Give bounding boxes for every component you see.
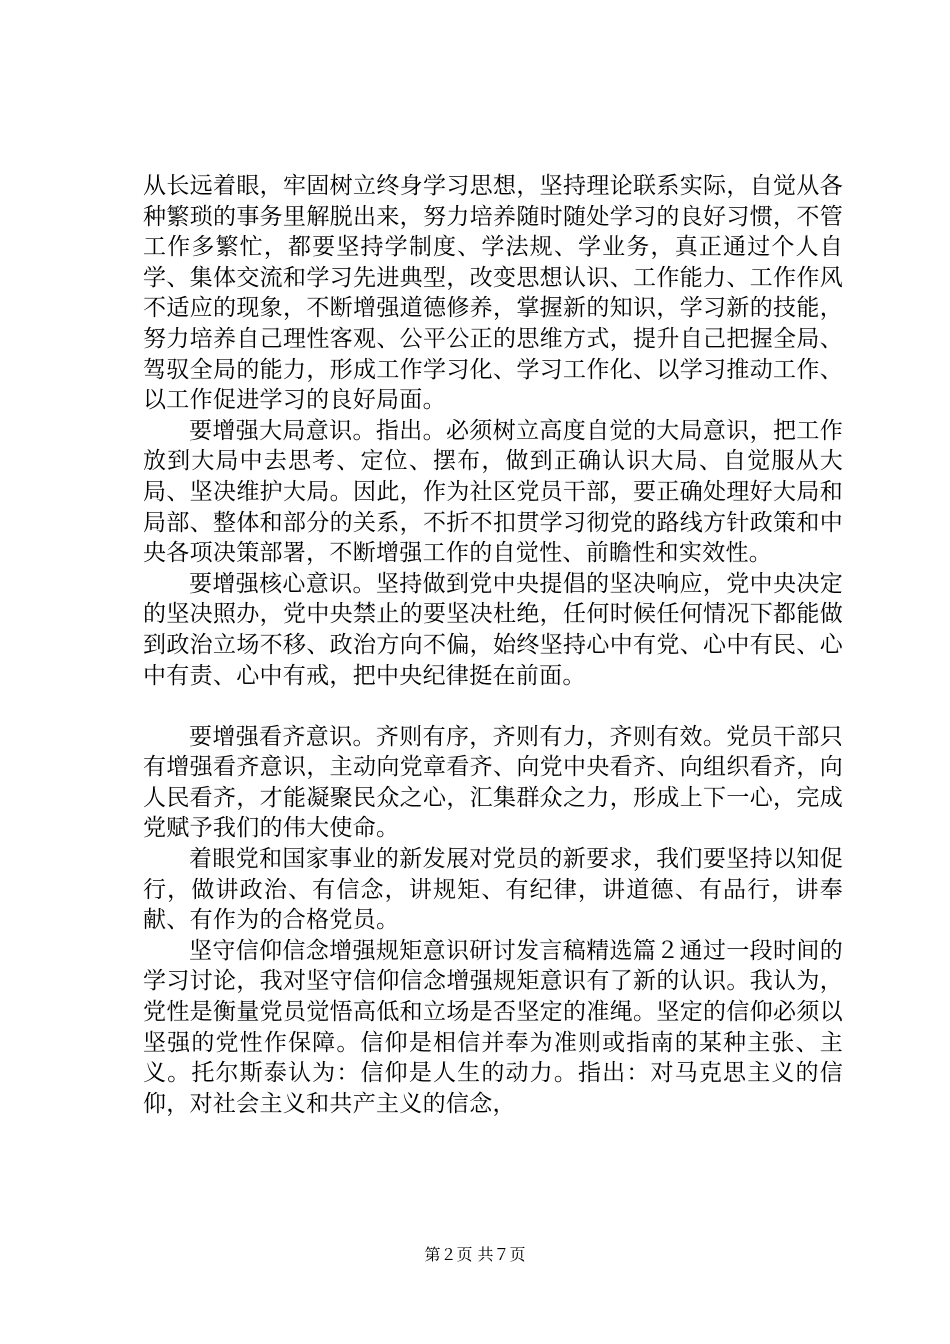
paragraph-2: 要增强大局意识。指出。必须树立高度自觉的大局意识，把工作放到大局中去思考、定位、摆布，做到正确认识大局、自觉服从大局、坚决维护大局。因此，作为社区党员干部，要正确处理好大局和局部、整体和部分的关系，不折不扣贯学习彻党的路线方针政策和中央各项决策部署，不断增强工作的自觉性、前瞻性和实效性。 <box>143 417 843 567</box>
paragraph-spacer <box>143 691 843 722</box>
paragraph-6: 坚守信仰信念增强规矩意识研讨发言稿精选篇２通过一段时间的学习讨论，我对坚守信仰信念增强规矩意识有了新的认识。我认为，党性是衡量党员觉悟高低和立场是否坚定的准绳。坚定的信仰必须以坚强的党性作保障。信仰是相信并奉为准则或指南的某种主张、主义。托尔斯泰认为：信仰是人生的动力。指出：对马克思主义的信仰，对社会主义和共产主义的信念， <box>143 937 843 1117</box>
page-number-footer: 第２页 共７页 <box>424 1245 526 1264</box>
document-body <box>143 171 843 1119</box>
paragraph-5: 着眼党和国家事业的新发展对党员的新要求，我们要坚持以知促行，做讲政治、有信念，讲规矩、有纪律，讲道德、有品行，讲奉献、有作为的合格党员。 <box>143 846 843 934</box>
paragraph-1: 从长远着眼，牢固树立终身学习思想，坚持理论联系实际，自觉从各种繁琐的事务里解脱出来，努力培养随时随处学习的良好习惯，不管工作多繁忙，都要坚持学制度、学法规、学业务，真正通过个人自学、集体交流和学习先进典型，改变思想认识、工作能力、工作作风不适应的现象，不断增强道德修养，掌握新的知识，学习新的技能，努力培养自己理性客观、公平公正的思维方式，提升自己把握全局、驾驭全局的能力，形成工作学习化、学习工作化、以学习推动工作、以工作促进学习的良好局面。 <box>143 173 843 414</box>
paragraph-4: 要增强看齐意识。齐则有序，齐则有力，齐则有效。党员干部只有增强看齐意识，主动向党章看齐、向党中央看齐、向组织看齐，向人民看齐，才能凝聚民众之心，汇集群众之力，形成上下一心，完成党赋予我们的伟大使命。 <box>143 723 843 842</box>
paragraph-3: 要增强核心意识。坚持做到党中央提倡的坚决响应，党中央决定的坚决照办，党中央禁止的要坚决杜绝，任何时候任何情况下都能做到政治立场不移、政治方向不偏，始终坚持心中有党、心中有民、心中有责、心中有戒，把中央纪律挺在前面。 <box>143 570 843 689</box>
